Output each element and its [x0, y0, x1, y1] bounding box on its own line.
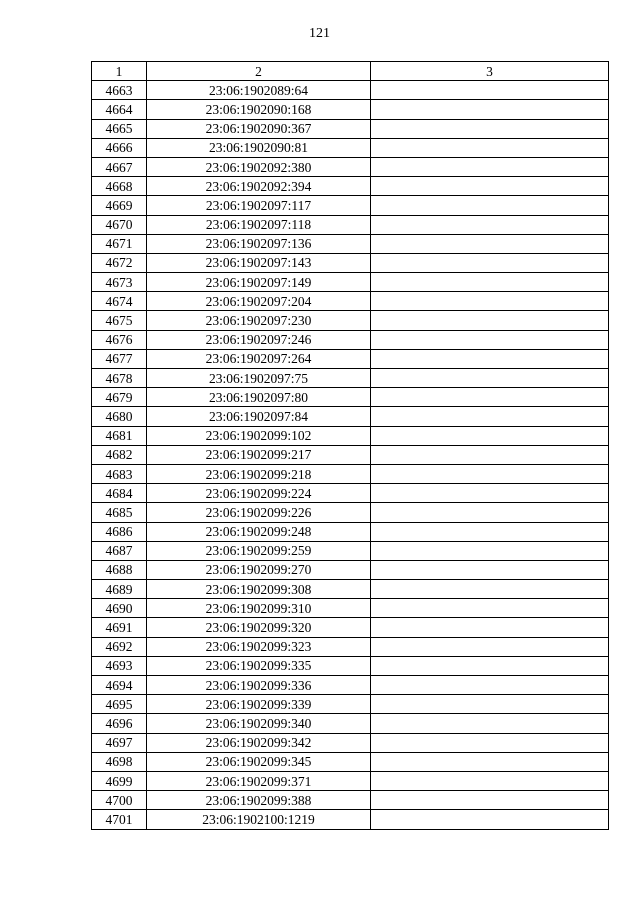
- cadastral-number-cell: 23:06:1902099:323: [147, 637, 371, 656]
- row-number-cell: 4690: [92, 599, 147, 618]
- table-row: [92, 311, 609, 330]
- row-number-cell: 4674: [92, 292, 147, 311]
- notes-cell: [371, 464, 609, 483]
- cadastral-number-cell: 23:06:1902099:310: [147, 599, 371, 618]
- row-number-cell: 4667: [92, 157, 147, 176]
- notes-cell: [371, 791, 609, 810]
- table-row: [92, 503, 609, 522]
- table-row: [92, 522, 609, 541]
- table-row: [92, 253, 609, 272]
- cadastral-number-cell: 23:06:1902099:371: [147, 771, 371, 790]
- row-number-cell: 4666: [92, 138, 147, 157]
- cadastral-number-cell: 23:06:1902099:335: [147, 656, 371, 675]
- notes-cell: [371, 196, 609, 215]
- column-header-3: 3: [371, 62, 609, 81]
- notes-cell: [371, 292, 609, 311]
- table-row: [92, 752, 609, 771]
- cadastral-number-cell: 23:06:1902099:342: [147, 733, 371, 752]
- row-number-cell: 4671: [92, 234, 147, 253]
- table-row: [92, 637, 609, 656]
- row-number-cell: 4673: [92, 273, 147, 292]
- row-number-cell: 4688: [92, 560, 147, 579]
- cadastral-number-cell: 23:06:1902097:117: [147, 196, 371, 215]
- table-row: [92, 484, 609, 503]
- notes-cell: [371, 330, 609, 349]
- cadastral-number-cell: 23:06:1902090:81: [147, 138, 371, 157]
- cadastral-number-cell: 23:06:1902097:80: [147, 388, 371, 407]
- notes-cell: [371, 273, 609, 292]
- table-body: [92, 81, 609, 829]
- row-number-cell: 4696: [92, 714, 147, 733]
- notes-cell: [371, 676, 609, 695]
- table-row: [92, 407, 609, 426]
- table-row: [92, 771, 609, 790]
- notes-cell: [371, 119, 609, 138]
- row-number-cell: 4670: [92, 215, 147, 234]
- notes-cell: [371, 771, 609, 790]
- table-row: [92, 733, 609, 752]
- row-number-cell: 4683: [92, 464, 147, 483]
- table-row: [92, 234, 609, 253]
- table-row: [92, 580, 609, 599]
- row-number-cell: 4685: [92, 503, 147, 522]
- table-row: [92, 330, 609, 349]
- cadastral-number-cell: 23:06:1902099:248: [147, 522, 371, 541]
- notes-cell: [371, 733, 609, 752]
- table-row: [92, 177, 609, 196]
- notes-cell: [371, 100, 609, 119]
- table-row: [92, 791, 609, 810]
- cadastral-number-cell: 23:06:1902099:336: [147, 676, 371, 695]
- table-row: [92, 426, 609, 445]
- column-header-2: 2: [147, 62, 371, 81]
- table-row: [92, 119, 609, 138]
- table-row: [92, 618, 609, 637]
- row-number-cell: 4699: [92, 771, 147, 790]
- row-number-cell: 4665: [92, 119, 147, 138]
- table-row: [92, 369, 609, 388]
- cadastral-number-cell: 23:06:1902099:388: [147, 791, 371, 810]
- notes-cell: [371, 810, 609, 829]
- notes-cell: [371, 157, 609, 176]
- row-number-cell: 4697: [92, 733, 147, 752]
- cadastral-number-cell: 23:06:1902099:270: [147, 560, 371, 579]
- table-row: [92, 388, 609, 407]
- table-row: [92, 541, 609, 560]
- row-number-cell: 4687: [92, 541, 147, 560]
- cadastral-number-cell: 23:06:1902097:84: [147, 407, 371, 426]
- row-number-cell: 4700: [92, 791, 147, 810]
- row-number-cell: 4681: [92, 426, 147, 445]
- notes-cell: [371, 234, 609, 253]
- row-number-cell: 4678: [92, 369, 147, 388]
- cadastral-number-cell: 23:06:1902097:264: [147, 349, 371, 368]
- cadastral-number-cell: 23:06:1902090:367: [147, 119, 371, 138]
- notes-cell: [371, 714, 609, 733]
- notes-cell: [371, 599, 609, 618]
- cadastral-number-cell: 23:06:1902099:345: [147, 752, 371, 771]
- notes-cell: [371, 253, 609, 272]
- table-row: [92, 138, 609, 157]
- row-number-cell: 4701: [92, 810, 147, 829]
- row-number-cell: 4692: [92, 637, 147, 656]
- cadastral-number-cell: 23:06:1902092:380: [147, 157, 371, 176]
- page-number: 121: [309, 26, 330, 41]
- row-number-cell: 4691: [92, 618, 147, 637]
- cadastral-number-cell: 23:06:1902092:394: [147, 177, 371, 196]
- row-number-cell: 4684: [92, 484, 147, 503]
- cadastral-number-cell: 23:06:1902099:308: [147, 580, 371, 599]
- notes-cell: [371, 580, 609, 599]
- notes-cell: [371, 215, 609, 234]
- cadastral-number-cell: 23:06:1902097:246: [147, 330, 371, 349]
- row-number-cell: 4669: [92, 196, 147, 215]
- cadastral-number-cell: 23:06:1902099:259: [147, 541, 371, 560]
- table-row: [92, 100, 609, 119]
- table-row: [92, 81, 609, 100]
- row-number-cell: 4679: [92, 388, 147, 407]
- notes-cell: [371, 407, 609, 426]
- table-row: [92, 157, 609, 176]
- notes-cell: [371, 637, 609, 656]
- cadastral-number-cell: 23:06:1902100:1219: [147, 810, 371, 829]
- cadastral-number-cell: 23:06:1902099:340: [147, 714, 371, 733]
- cadastral-number-cell: 23:06:1902097:143: [147, 253, 371, 272]
- notes-cell: [371, 656, 609, 675]
- cadastral-table: [91, 61, 609, 830]
- table-row: [92, 215, 609, 234]
- cadastral-number-cell: 23:06:1902097:136: [147, 234, 371, 253]
- cadastral-number-cell: 23:06:1902097:75: [147, 369, 371, 388]
- row-number-cell: 4686: [92, 522, 147, 541]
- table-row: [92, 273, 609, 292]
- row-number-cell: 4668: [92, 177, 147, 196]
- row-number-cell: 4664: [92, 100, 147, 119]
- notes-cell: [371, 177, 609, 196]
- notes-cell: [371, 695, 609, 714]
- row-number-cell: 4695: [92, 695, 147, 714]
- column-header-1: 1: [92, 62, 147, 81]
- table-row: [92, 560, 609, 579]
- notes-cell: [371, 138, 609, 157]
- cadastral-number-cell: 23:06:1902099:217: [147, 445, 371, 464]
- row-number-cell: 4677: [92, 349, 147, 368]
- row-number-cell: 4693: [92, 656, 147, 675]
- table-row: [92, 656, 609, 675]
- cadastral-number-cell: 23:06:1902097:118: [147, 215, 371, 234]
- notes-cell: [371, 560, 609, 579]
- table-row: [92, 196, 609, 215]
- notes-cell: [371, 752, 609, 771]
- table-row: [92, 599, 609, 618]
- cadastral-number-cell: 23:06:1902099:320: [147, 618, 371, 637]
- table-row: [92, 695, 609, 714]
- notes-cell: [371, 349, 609, 368]
- row-number-cell: 4689: [92, 580, 147, 599]
- notes-cell: [371, 445, 609, 464]
- row-number-cell: 4694: [92, 676, 147, 695]
- cadastral-number-cell: 23:06:1902089:64: [147, 81, 371, 100]
- notes-cell: [371, 484, 609, 503]
- notes-cell: [371, 311, 609, 330]
- row-number-cell: 4663: [92, 81, 147, 100]
- table-row: [92, 714, 609, 733]
- notes-cell: [371, 541, 609, 560]
- row-number-cell: 4682: [92, 445, 147, 464]
- cadastral-number-cell: 23:06:1902099:339: [147, 695, 371, 714]
- table-row: [92, 464, 609, 483]
- notes-cell: [371, 503, 609, 522]
- table-row: [92, 349, 609, 368]
- row-number-cell: 4676: [92, 330, 147, 349]
- cadastral-number-cell: 23:06:1902097:230: [147, 311, 371, 330]
- table-header: [92, 62, 609, 81]
- header-row: [92, 62, 609, 81]
- table-row: [92, 292, 609, 311]
- notes-cell: [371, 369, 609, 388]
- row-number-cell: 4698: [92, 752, 147, 771]
- cadastral-number-cell: 23:06:1902090:168: [147, 100, 371, 119]
- table-row: [92, 445, 609, 464]
- notes-cell: [371, 388, 609, 407]
- notes-cell: [371, 81, 609, 100]
- notes-cell: [371, 426, 609, 445]
- row-number-cell: 4675: [92, 311, 147, 330]
- cadastral-number-cell: 23:06:1902099:218: [147, 464, 371, 483]
- cadastral-number-cell: 23:06:1902097:204: [147, 292, 371, 311]
- row-number-cell: 4672: [92, 253, 147, 272]
- row-number-cell: 4680: [92, 407, 147, 426]
- cadastral-number-cell: 23:06:1902099:102: [147, 426, 371, 445]
- notes-cell: [371, 522, 609, 541]
- cadastral-number-cell: 23:06:1902097:149: [147, 273, 371, 292]
- cadastral-number-cell: 23:06:1902099:224: [147, 484, 371, 503]
- notes-cell: [371, 618, 609, 637]
- table-row: [92, 810, 609, 829]
- table-row: [92, 676, 609, 695]
- cadastral-number-cell: 23:06:1902099:226: [147, 503, 371, 522]
